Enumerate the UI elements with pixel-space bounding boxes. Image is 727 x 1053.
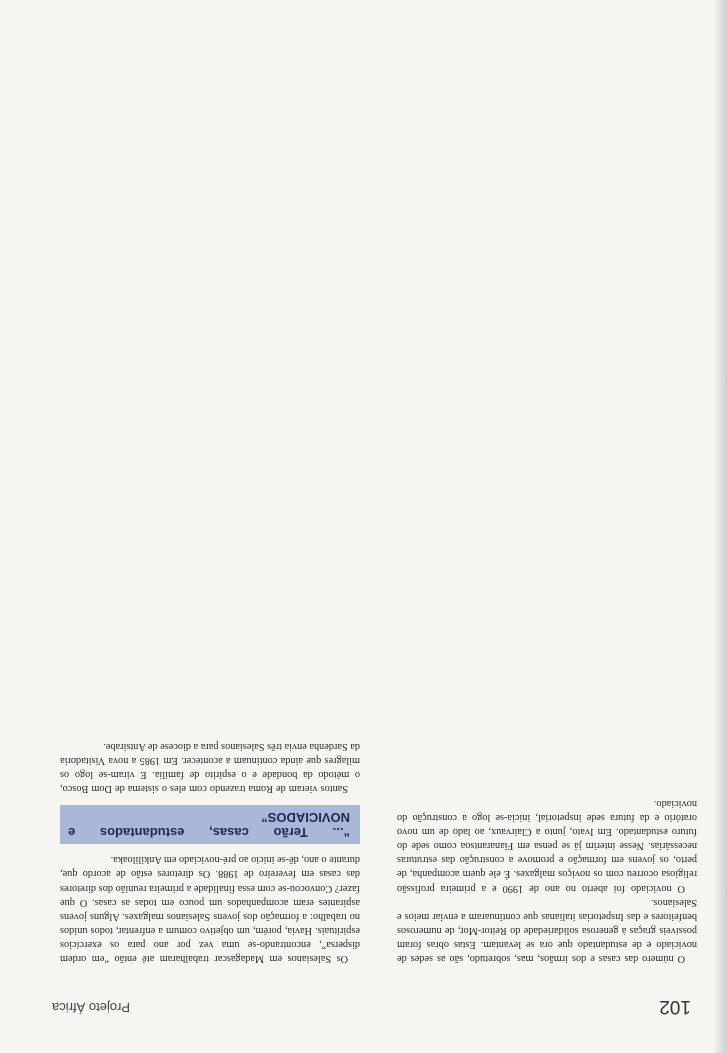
page-number: 102: [659, 996, 691, 1017]
left-paragraph-2: O noviciado foi aberto no ano de 1990 e a primeira profissão religiosa ocorreu com os noviços malgaxes. É ele quem acompanha, de perto, os jovens em formação e promove a construção das estruturas necessárias. Nesse ínterim já se pensa em Fianarantsoa como sede do futuro estudantado. Em Ivato, junto a Clairvaux, ao lado de um novo oratório e da futura sede inspetorial, inicia-se logo a construção do noviciado.: [397, 797, 697, 894]
left-paragraph-1: O número das casas e dos irmãos, mas, sobretudo, são as sedes de noviciado e de estudantado que ora se levantam. Estas obras foram possíveis graças à generosa solidariedade do Reitor-Mor, de numerosos benfeitores e das Inspetorias italianas que continuaram a enviar meios e Salesianos.: [397, 896, 697, 964]
running-head: Projeto África: [52, 1000, 131, 1015]
left-column: [397, 796, 697, 965]
section-heading-band: “... Terão casas, estudantados e NOVICIADOS”: [60, 805, 360, 844]
page-header: [0, 987, 727, 1017]
page-gutter-shadow: [713, 0, 727, 1053]
right-column: [60, 739, 360, 965]
right-paragraph-2: Santos vieram de Roma trazendo com eles o sistema de Dom Bosco, o método da bondade e o espírito de família. E viram-se logo os milagres que ainda continuam a acontecer. Em 1985 a nova Visitadoria da Sardenha envia três Salesianos para a diocese de Antsirabe.: [60, 740, 360, 795]
right-paragraph-1: Os Salesianos em Madagascar trabalharam até então “em ordem dispersa”, encontrando-se uma vez por ano para os exercícios espirituais. Havia, porém, um objetivo comum a enfrentar, todos unidos no trabalho: a formação dos jovens Salesianos malgaxes. Alguns jovens aspirantes eram acompanhados um pouco em todas as casas. O que fazer? Convocou-se com essa finalidade a primeira reunião dos diretores das casas em fevereiro de 1988. Os diretores estão de acordo que, durante o ano, dê-se início ao pré-noviciado em Ankililoaka.: [60, 854, 360, 964]
